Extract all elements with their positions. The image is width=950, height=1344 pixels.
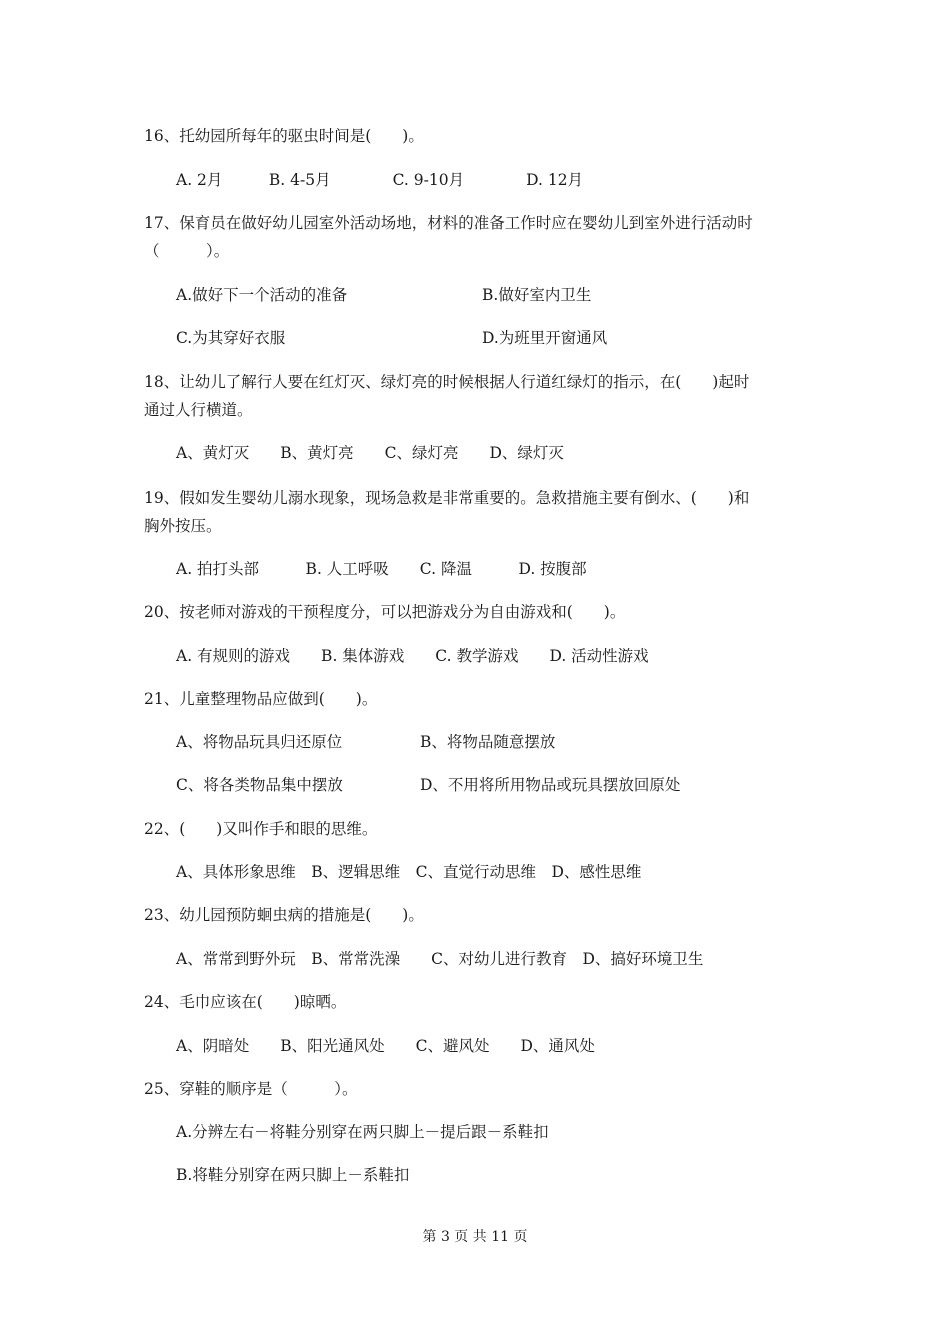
question-25-option-b: B.将鞋分别穿在两只脚上－系鞋扣	[176, 1166, 410, 1184]
question-21-stem: 21、儿童整理物品应做到( )。	[144, 690, 378, 708]
question-16-stem: 16、托幼园所每年的驱虫时间是( )。	[144, 127, 424, 145]
question-17-stem: 17、保育员在做好幼儿园室外活动场地，材料的准备工作时应在婴幼儿到室外进行活动时	[144, 214, 753, 232]
question-20-options: A. 有规则的游戏 B. 集体游戏 C. 教学游戏 D. 活动性游戏	[176, 647, 649, 665]
question-18-stem-continued: 通过人行横道。	[144, 401, 253, 419]
question-16-options: A. 2月 B. 4-5月 C. 9-10月 D. 12月	[176, 171, 584, 189]
question-21-option-c: C、将各类物品集中摆放	[176, 776, 343, 794]
question-25-option-a: A.分辨左右－将鞋分别穿在两只脚上－提后跟－系鞋扣	[176, 1123, 549, 1141]
question-17-option-d: D.为班里开窗通风	[482, 329, 608, 347]
question-24-options: A、阴暗处 B、阳光通风处 C、避风处 D、通风处	[176, 1037, 595, 1055]
question-21-option-b: B、将物品随意摆放	[420, 733, 556, 751]
question-19-stem: 19、假如发生婴幼儿溺水现象，现场急救是非常重要的。急救措施主要有倒水、( )和	[144, 489, 750, 507]
question-21-option-a: A、将物品玩具归还原位	[176, 733, 343, 751]
question-23-options: A、常常到野外玩 B、常常洗澡 C、对幼儿进行教育 D、搞好环境卫生	[176, 950, 704, 968]
question-19-options: A. 拍打头部 B. 人工呼吸 C. 降温 D. 按腹部	[176, 560, 587, 578]
question-23-stem: 23、幼儿园预防蛔虫病的措施是( )。	[144, 906, 424, 924]
question-18-options: A、黄灯灭 B、黄灯亮 C、绿灯亮 D、绿灯灭	[176, 444, 564, 462]
question-22-stem: 22、( )又叫作手和眼的思维。	[144, 820, 378, 838]
question-22-options: A、具体形象思维 B、逻辑思维 C、直觉行动思维 D、感性思维	[176, 863, 642, 881]
question-18-stem: 18、让幼儿了解行人要在红灯灭、绿灯亮的时候根据人行道红绿灯的指示，在( )起时	[144, 373, 750, 391]
question-17-option-a: A.做好下一个活动的准备	[176, 286, 348, 304]
question-19-stem-continued: 胸外按压。	[144, 517, 222, 535]
question-25-stem: 25、穿鞋的顺序是（ ）。	[144, 1080, 358, 1098]
question-17-option-c: C.为其穿好衣服	[176, 329, 286, 347]
question-21-option-d: D、不用将所用物品或玩具摆放回原处	[420, 776, 681, 794]
question-20-stem: 20、按老师对游戏的干预程度分，可以把游戏分为自由游戏和( )。	[144, 603, 626, 621]
question-24-stem: 24、毛巾应该在( )晾晒。	[144, 993, 347, 1011]
question-17-stem-continued: （ ）。	[144, 242, 230, 260]
page-number: 第 3 页 共 11 页	[422, 1229, 528, 1245]
question-17-option-b: B.做好室内卫生	[482, 286, 592, 304]
